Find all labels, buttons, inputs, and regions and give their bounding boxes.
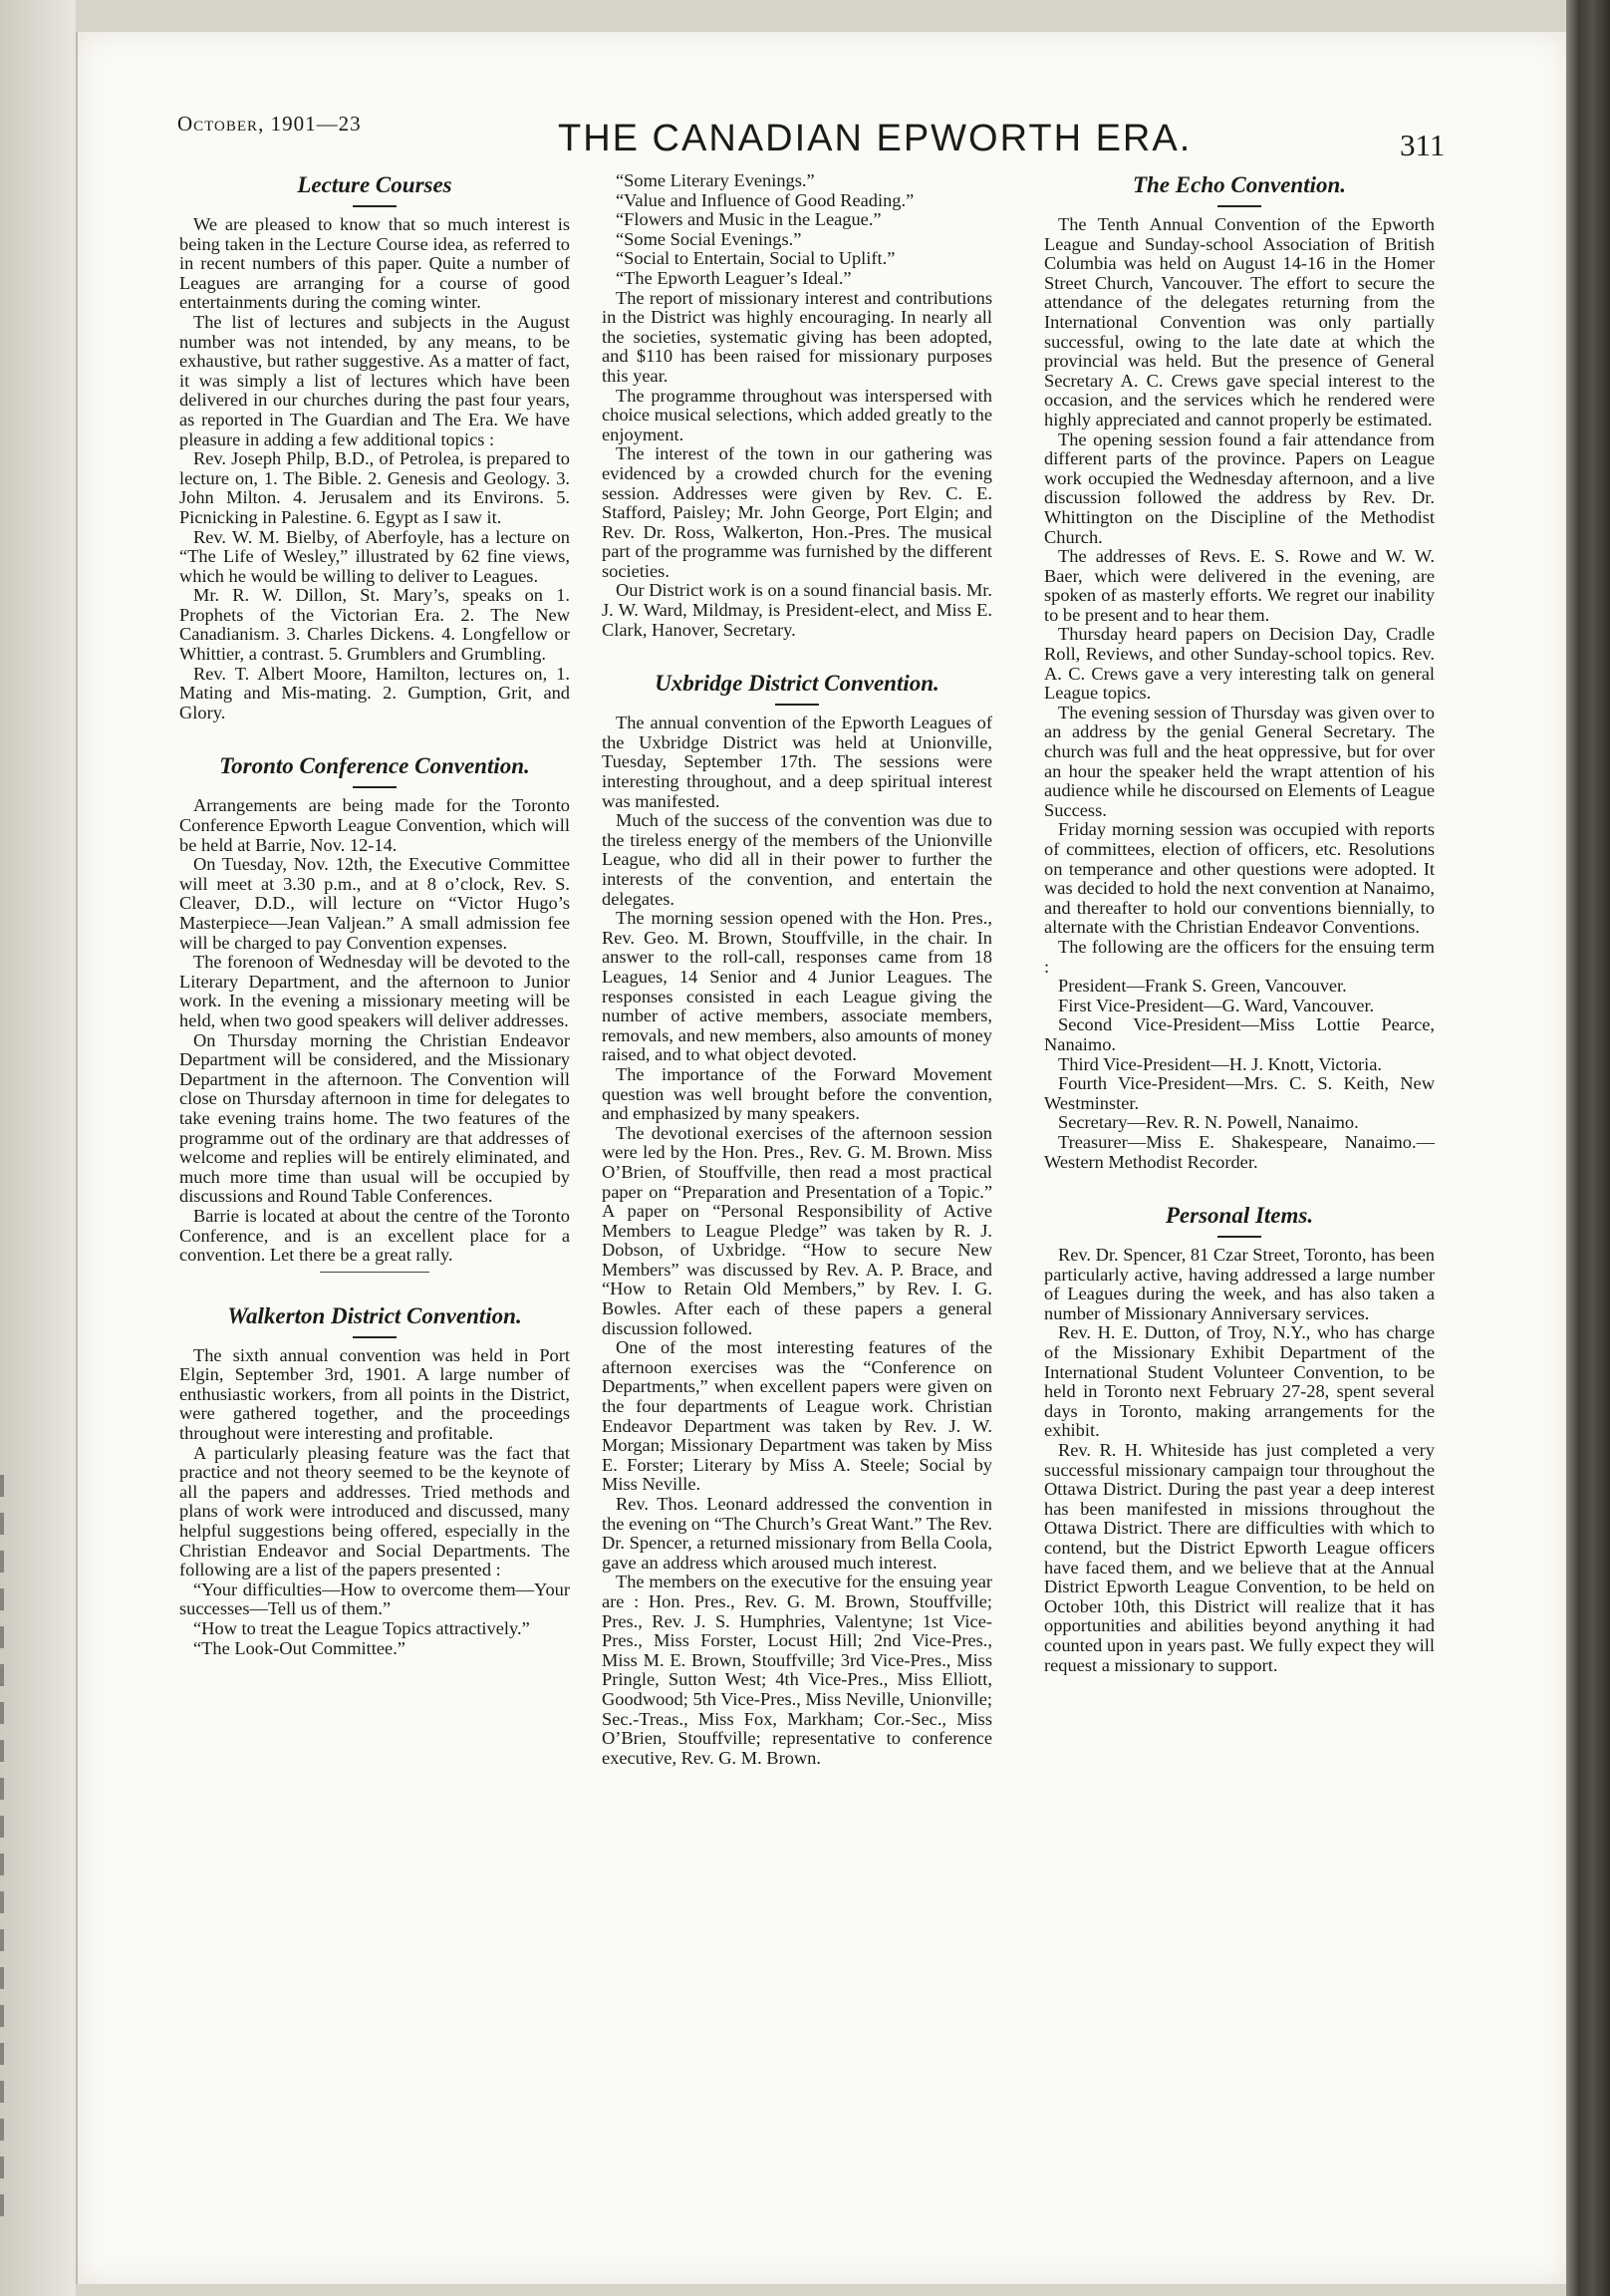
officer-line: Fourth Vice-President—Mrs. C. S. Keith, New Westminster.: [1044, 1073, 1435, 1113]
paragraph: The programme throughout was interspersed with choice musical selections, which added greatly to the enjoyment.: [602, 385, 992, 444]
paragraph: “Some Literary Evenings.”: [616, 170, 815, 190]
heading-rule: [353, 1336, 397, 1338]
page-number: 311: [1400, 128, 1446, 162]
paragraph: “Some Social Evenings.”: [616, 228, 802, 249]
paragraph: Rev. Joseph Philp, B.D., of Petrolea, is prepared to lecture on, 1. The Bible. 2. Genesis and Geology. 3. John Milton. 4. Jerusalem and its Environs. 5. Picnicking in Palestine. 6. Egypt as I saw it.: [179, 448, 570, 527]
paragraph: Mr. R. W. Dillon, St. Mary’s, speaks on 1. Prophets of the Victorian Era. 2. The New Canadianism. 3. Charles Dickens. 4. Longfellow or Whittier, a contrast. 5. Grumblers and Grumbling.: [179, 585, 570, 665]
officer-line: Secretary—Rev. R. N. Powell, Nanaimo.: [1058, 1112, 1359, 1133]
paragraph: We are pleased to know that so much interest is being taken in the Lecture Course idea, as referred to in recent numbers of this paper. Quite a number of Leagues are arranging for a course of good entertainments during the coming winter.: [179, 214, 570, 313]
paragraph: Barrie is located at about the centre of the Toronto Conference, and is an excellent place for a convention. Let there be a great rally.: [179, 1205, 570, 1266]
officer-line: Third Vice-President—H. J. Knott, Victoria.: [1058, 1053, 1383, 1074]
paragraph: The Tenth Annual Convention of the Epworth League and Sunday-school Association of British Columbia was held on August 14-16 in the Homer Street Church, Vancouver. The effort to secure the attendance of the delegates returning from the International Convention was only partially successful, owing to the late date at which the provincial was held. But the presence of General Secretary A. C. Crews gave special interest to the occasion, and the services which he rendered were highly appreciated and cannot properly be estimated.: [1044, 214, 1435, 430]
officer-line: Treasurer—Miss E. Shakespeare, Nanaimo.—Western Methodist Recorder.: [1044, 1131, 1435, 1172]
paragraph: On Thursday morning the Christian Endeavor Department will be considered, and the Missionary Department in the afternoon. The Convention will close on Thursday afternoon in time for delegates to take evening trains home. The two features of the programme out of the ordinary are that addresses of welcome and replies will be entirely eliminated, and much more time than usual will be occupied by discussions and Round Table Conferences.: [179, 1029, 570, 1207]
heading-echo-convention: The Echo Convention.: [1132, 172, 1347, 197]
paragraph: The interest of the town in our gathering was evidenced by a crowded church for the evening session. Addresses were given by Rev. C. E. Stafford, Paisley; Mr. John George, Port Elgin; and Rev. Dr. Ross, Walkerton, Hon.-Pres. The musical part of the programme was furnished by the different societies.: [602, 443, 992, 581]
paragraph: The following are the officers for the ensuing term :: [1044, 936, 1435, 977]
paragraph: Our District work is on a sound financial basis. Mr. J. W. Ward, Mildmay, is President-elect, and Miss E. Clark, Hanover, Secretary.: [602, 580, 992, 640]
section-separator: [320, 1272, 429, 1273]
paragraph: The devotional exercises of the afternoon session were led by the Hon. Pres., Rev. G. M. Brown. Miss O’Brien, of Stouffville, then read a most practical paper on “Preparation and Presentation of a Topic.” A paper on “Personal Responsibility of Active Members to League Pledge” was taken by R. J. Dobson, of Uxbridge. “How to secure New Members” was discussed by Rev. A. P. Brace, and “How to Retain Old Members,” by Rev. I. G. Bowles. After each of these papers a general discussion followed.: [602, 1122, 992, 1338]
column-3: [1044, 171, 1435, 1675]
paragraph: A particularly pleasing feature was the fact that practice and not theory seemed to be the keynote of all the papers and addresses. Tried methods and plans of work were introduced and discussed, many helpful suggestions being offered, especially in the Christian Endeavor and Social Departments. The following are a list of the papers presented :: [179, 1442, 570, 1580]
heading-lecture-courses: Lecture Courses: [297, 172, 452, 197]
column-2: [602, 171, 992, 1768]
paragraph: The evening session of Thursday was given over to an address by the genial General Secretary. The church was full and the heat oppressive, but for over an hour the speaker held the wrapt attention of his audience while he discoursed on Elements of League Success.: [1044, 702, 1435, 820]
paragraph: “Flowers and Music in the League.”: [616, 209, 882, 230]
paragraph: The annual convention of the Epworth Leagues of the Uxbridge District was held at Unionville, Tuesday, September 17th. The sessions were interesting throughout, and a deep spiritual interest was manifested.: [602, 713, 992, 811]
left-page-edge: [0, 0, 76, 2296]
paragraph: “Social to Entertain, Social to Uplift.”: [616, 248, 896, 269]
paragraph: “Your difficulties—How to overcome them—Your successes—Tell us of them.”: [179, 1578, 570, 1619]
paragraph: The morning session opened with the Hon. Pres., Rev. Geo. M. Brown, Stouffville, in the chair. In answer to the roll-call, responses came from 18 Leagues, 14 Senior and 4 Junior Leagues. The responses consisted in each League giving the number of active members, associate members, removals, and new members, also amounts of money raised, and to what object devoted.: [602, 908, 992, 1065]
paragraph: The addresses of Revs. E. S. Rowe and W. W. Baer, which were delivered in the evening, are spoken of as masterly efforts. We regret our inability to be present and to hear them.: [1044, 546, 1435, 625]
paragraph: Rev. R. H. Whiteside has just completed a very successful missionary campaign tour throughout the Ottawa District. During the past year a deep interest has been manifested in missions throughout the Ottawa District. There are difficulties with which to contend, but the District Epworth League officers have faced them, and we believe that at the Annual District Epworth League Convention, to be held on October 10th, this District will realize that it has opportunities and abilities beyond anything it had counted upon in years past. We fully expect they will request a missionary to support.: [1044, 1440, 1435, 1675]
header-title: THE CANADIAN EPWORTH ERA.: [558, 118, 1193, 159]
paragraph: “The Epworth Leaguer’s Ideal.”: [616, 267, 852, 288]
paragraph: The forenoon of Wednesday will be devoted to the Literary Department, and the afternoon to Junior work. In the evening a missionary meeting will be held, when two good speakers will deliver addresses.: [179, 952, 570, 1030]
paragraph: Rev. Thos. Leonard addressed the convention in the evening on “The Church’s Great Want.” The Rev. Dr. Spencer, a returned missionary from Bella Coola, gave an address which aroused much interest.: [602, 1494, 992, 1573]
paragraph: The opening session found a fair attendance from different parts of the province. Papers on League work occupied the Wednesday afternoon, and a live discussion followed the address by Rev. Dr. Whittington on the Discipline of the Methodist Church.: [1044, 429, 1435, 547]
left-edge-marks: [0, 1475, 10, 2232]
paragraph: The importance of the Forward Movement question was well brought before the convention, and emphasized by many speakers.: [602, 1063, 992, 1124]
paragraph: “How to treat the League Topics attractively.”: [193, 1618, 530, 1638]
paragraph: Arrangements are being made for the Toronto Conference Epworth League Convention, which will be held at Barrie, Nov. 12-14.: [179, 795, 570, 855]
paragraph: On Tuesday, Nov. 12th, the Executive Committee will meet at 3.30 p.m., and at 8 o’clock, Rev. S. Cleaver, D.D., will lecture on “Victor Hugo’s Masterpiece—Jean Valjean.” A small admission fee will be charged to pay Convention expenses.: [179, 854, 570, 953]
heading-rule: [775, 704, 819, 706]
paragraph: Friday morning session was occupied with reports of committees, election of officers, etc. Resolutions on temperance and other questions were adopted. It was decided to hold the next convention at Nanaimo, and thereafter to hold our conventions biennially, to alternate with the Christian Endeavor Conventions.: [1044, 819, 1435, 938]
paragraph: “The Look-Out Committee.”: [193, 1637, 405, 1658]
officer-line: First Vice-President—G. Ward, Vancouver.: [1058, 995, 1375, 1015]
heading-uxbridge-district: Uxbridge District Convention.: [655, 671, 939, 697]
heading-personal-items: Personal Items.: [1165, 1203, 1314, 1229]
heading-rule: [353, 205, 397, 207]
paragraph: Rev. W. M. Bielby, of Aberfoyle, has a lecture on “The Life of Wesley,” illustrated by 62 fine views, which he would be willing to deliver to Leagues.: [179, 526, 570, 586]
paragraph: The sixth annual convention was held in Port Elgin, September 3rd, 1901. A large number of enthusiastic workers, from all points in the District, were gathered together, and the proceedings throughout were interesting and profitable.: [179, 1344, 570, 1444]
paragraph: Rev. Dr. Spencer, 81 Czar Street, Toronto, has been particularly active, having addressed a large number of Leagues during the week, and has also taken a number of Missionary Anniversary services.: [1044, 1245, 1435, 1323]
paragraph: One of the most interesting features of the afternoon exercises was the “Conference on Departments,” when excellent papers were given on the four departments of League work. Christian Endeavor Department was taken by Rev. J. W. Morgan; Missionary Department was taken by Miss E. Forster; Literary by Miss A. Steele; Social by Miss Neville.: [602, 1337, 992, 1495]
heading-rule: [353, 786, 397, 788]
paragraph: The list of lectures and subjects in the August number was not intended, by any means, to be exhaustive, but rather suggestive. As a matter of fact, it was simply a list of lectures which have been delivered in our churches during the past four years, as reported in The Guardian and The Era. We have pleasure in adding a few additional topics :: [179, 311, 570, 449]
heading-toronto-conference: Toronto Conference Convention.: [219, 753, 530, 779]
paragraph: The report of missionary interest and contributions in the District was highly encouraging. In nearly all the societies, systematic giving has been adopted, and $110 has been raised for missionary purposes this year.: [602, 287, 992, 386]
paragraph: The members on the executive for the ensuing year are : Hon. Pres., Rev. G. M. Brown, Stouffville; Pres., Rev. J. S. Humphries, Valentyne; 1st Vice-Pres., Miss Forster, Locust Hill; 2nd Vice-Pres., Miss M. E. Brown, Stouffville; 3rd Vice-Pres., Miss Pringle, Sutton West; 4th Vice-Pres., Miss Elliott, Goodwood; 5th Vice-Pres., Miss Neville, Unionville; Sec.-Treas., Miss Fox, Markham; Cor.-Sec., Miss O’Brien, Stouffville; representative to conference executive, Rev. G. M. Brown.: [602, 1572, 992, 1768]
book-binding: [1566, 0, 1610, 2296]
heading-rule: [1217, 1236, 1261, 1238]
header-date: October, 1901—23: [177, 112, 362, 136]
heading-walkerton-district: Walkerton District Convention.: [227, 1302, 522, 1328]
officer-line: President—Frank S. Green, Vancouver.: [1058, 976, 1347, 997]
heading-rule: [1217, 205, 1261, 207]
paragraph: “Value and Influence of Good Reading.”: [616, 189, 915, 210]
officer-line: Second Vice-President—Miss Lottie Pearce, Nanaimo.: [1044, 1014, 1435, 1054]
paragraph: Thursday heard papers on Decision Day, Cradle Roll, Reviews, and other Sunday-school topics. Rev. A. C. Crews gave a very interesting talk on general League topics.: [1044, 624, 1435, 704]
paragraph: Rev. H. E. Dutton, of Troy, N.Y., who has charge of the Missionary Exhibit Department of the International Student Volunteer Convention, to be held in Toronto next February 27-28, spent several days in Toronto, making arrangements for the exhibit.: [1044, 1322, 1435, 1441]
column-1: [179, 171, 570, 1658]
paragraph: Rev. T. Albert Moore, Hamilton, lectures on, 1. Mating and Mis-mating. 2. Gumption, Grit, and Glory.: [179, 663, 570, 722]
paragraph: Much of the success of the convention was due to the tireless energy of the members of the Unionville League, who did all in their power to further the interests of the convention, and entertain the delegates.: [602, 810, 992, 909]
